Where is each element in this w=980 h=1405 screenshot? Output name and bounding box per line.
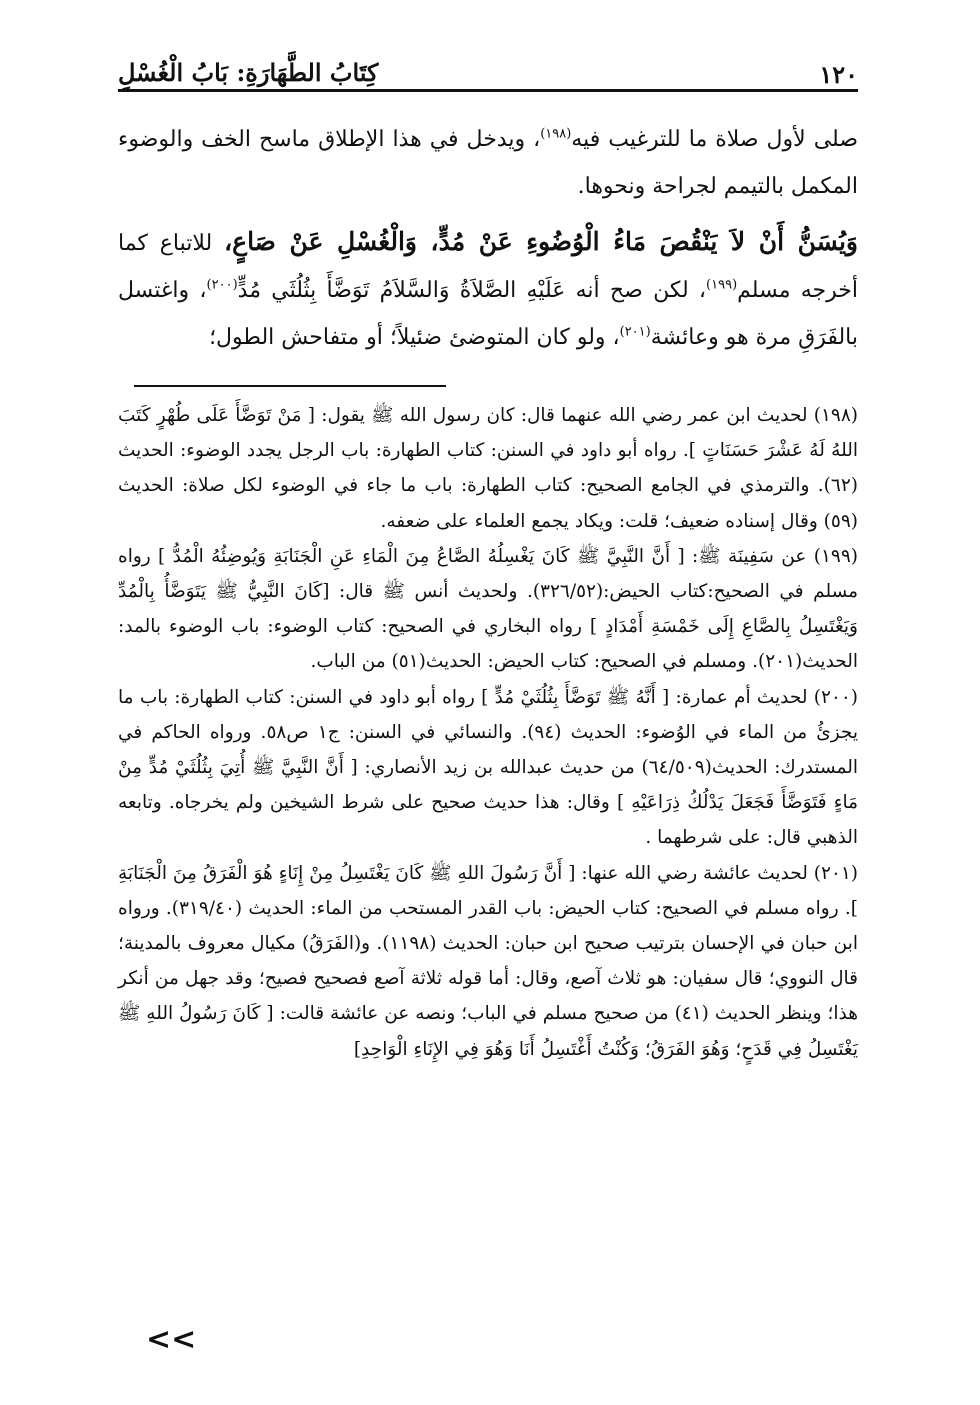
footnote-ref-198: (١٩٨)	[540, 126, 572, 142]
footnote-199: (١٩٩) عن سَفِينَة ﷺ: [ أَنَّ النَّبِيَّ ﷺ كَانَ يَغْسِلُهُ الصَّاعُ مِنَ الْمَاءِ عَنِ الْجَنَابَةِ وَيُوضِئُهُ الْمُدُّ ] رواه مسلم في الصحيح:كتاب الحيض:(٣٢٦/٥٢). ولحديث أنس ﷺ قال: [كَانَ النَّبِيُّ ﷺ يَتَوَضَّأُ بِالْمُدِّ وَيَغْتَسِلُ بِالصَّاعِ إِلَى خَمْسَةِ أَمْدَادٍ ] رواه البخاري في الصحيح: كتاب الوضوء: باب الوضوء بالمد: الحديث(٢٠١). ومسلم في الصحيح: كتاب الحيض: الحديث(٥١) من الباب.	[118, 545, 858, 673]
footnote-201: (٢٠١) لحديث عائشة رضي الله عنها: [ أَنَّ رَسُولَ اللهِ ﷺ كَانَ يَغْتَسِلُ مِنْ إِنَاءٍ هُوَ الْفَرَقُ مِنَ الْجَنَابَةِ ]. رواه مسلم في الصحيح: كتاب الحيض: باب القدر المستحب من الماء: الحديث (٣١٩/٤٠). ورواه ابن حبان في الإحسان بترتيب صحيح ابن حبان: الحديث (١١٩٨). و(الفَرَقُ) مكيال معروف بالمدينة؛ قال النووي؛ قال سفيان: هو ثلاث آصع، وقال: أما قوله ثلاثة آصع فصحيح فصيح؛ وقد جهل من أنكر هذا؛ وينظر الحديث (٤١) من صحيح مسلم في الباب؛ ونصه عن عائشة قالت: [ كَانَ رَسُولُ اللهِ ﷺ يَغْتَسِلُ فِي قَدَحٍ؛ وَهُوَ الفَرَقُ؛ وَكُنْتُ أَغْتَسِلُ أَنَا وَهُوَ فِي الإِنَاءِ الْوَاحِدِ]	[118, 862, 859, 1060]
footnote-ref-199: (١٩٩)	[706, 277, 738, 293]
footnote-ref-200: (٢٠٠)	[206, 277, 238, 293]
paragraph-1-rest: ، ويدخل في هذا الإطلاق ماسح الخف والوضوء المكمل بالتيمم لجراحة ونحوها.	[118, 127, 858, 199]
paragraph-1-text: صلى لأول صلاة ما للترغيب فيه	[571, 127, 858, 152]
footnotes	[118, 398, 858, 1067]
paragraph-2-b: ، لكن صح أنه عَلَيْهِ الصَّلاَةُ وَالسَّلاَمُ تَوَضَّأَ بِثُلُثَي مُدٍّ	[237, 278, 707, 303]
header-rule	[118, 89, 858, 92]
paragraph-2-d: ، ولو كان المتوضئ ضئيلاً؛ أو متفاحش الطول؛	[209, 325, 620, 350]
matn-highlight: وَيُسَنُّ أَنْ لاَ يَنْقُصَ مَاءُ الْوُضُوءِ عَنْ مُدٍّ، وَالْغُسْلِ عَنْ صَاعٍ،	[224, 227, 858, 256]
footnote-198: (١٩٨) لحديث ابن عمر رضي الله عنهما قال: كان رسول الله ﷺ يقول: [ مَنْ تَوَضَّأَ عَلَى طُهْرٍ كَتَبَ اللهُ لَهُ عَشْرَ حَسَنَاتٍ ]. رواه أبو داود في السنن: كتاب الطهارة: باب الرجل يجدد الوضوء: الحديث (٦٢). والترمذي في الجامع الصحيح: كتاب الطهارة: باب ما جاء في الوضوء لكل صلاة: الحديث (٥٩) وقال إسناده ضعيف؛ قلت: ويكاد يجمع العلماء على ضعفه.	[118, 405, 858, 532]
footnote-ref-201: (٢٠١)	[619, 324, 651, 340]
main-text	[118, 116, 858, 361]
footnote-200: (٢٠٠) لحديث أم عمارة: [ أَنَّهُ ﷺ تَوَضَّأَ بِثُلُثَيْ مُدٍّ ] رواه أبو داود في السنن: كتاب الطهارة: باب ما يجزئُ من الماء في الوُضوء: الحديث (٩٤). والنسائي في السنن: ج١ ص٥٨. ورواه الحاكم في المستدرك: الحديث(٦٤/٥٠٩) من حديث عبدالله بن زيد الأنصاري: [ أَنَّ النَّبِيَّ ﷺ أُتِيَ بِثُلُثَيْ مُدٍّ مِنْ مَاءٍ فَتَوَضَّأَ فَجَعَلَ يَدْلُكُ ذِرَاعَيْهِ ] وقال: هذا حديث صحيح على شرط الشيخين ولم يخرجاه. وتابعه الذهبي قال: على شرطهما .	[118, 686, 858, 849]
page-number: ١٢٠	[819, 60, 858, 89]
running-title: كِتَابُ الطَّهَارَةِ: بَابُ الْغُسْلِ	[118, 58, 379, 87]
paragraph-1	[118, 116, 858, 210]
paragraph-2	[118, 218, 858, 361]
page-header	[118, 58, 858, 92]
footnote-separator	[134, 385, 446, 387]
paragraph-2-a: للاتباع كما أخرجه مسلم	[118, 231, 858, 303]
continuation-mark: <<	[146, 1322, 197, 1357]
paragraph-2-c: ، واغتسل بالفَرَقِ مرة هو وعائشة	[118, 278, 858, 350]
